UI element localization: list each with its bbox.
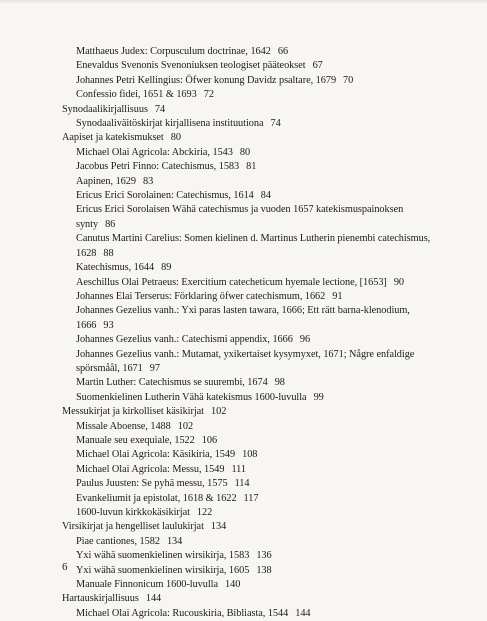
toc-entry-title: Johannes Petri Kellingius: Öfwer konung Davidz psaltare, 1679 <box>76 74 337 86</box>
toc-entry <box>62 564 462 578</box>
toc-entry <box>62 203 462 232</box>
table-of-contents <box>62 45 462 621</box>
toc-entry-title-continuation: synty <box>76 218 99 230</box>
toc-entry-title-continued <box>76 218 462 232</box>
toc-section-heading <box>62 103 462 117</box>
toc-entry-page-number: 93 <box>103 319 114 331</box>
page-number: 6 <box>62 561 68 573</box>
toc-entry <box>62 578 462 592</box>
toc-entry-title: Matthaeus Judex: Corpusculum doctrinae, 1642 <box>76 46 271 57</box>
toc-entry-title-continuation: spörsmåål, 1671 <box>76 362 143 374</box>
toc-entry <box>62 175 462 189</box>
toc-entry-page-number: 102 <box>211 406 227 418</box>
page-edge-shadow <box>0 0 487 4</box>
toc-entry <box>62 506 462 520</box>
toc-entry-page-number: 67 <box>312 60 323 72</box>
toc-entry-page-number: 88 <box>103 247 114 259</box>
toc-entry <box>62 607 462 621</box>
toc-entry-title: Aeschillus Olai Petraeus: Exercitium catecheticum hyemale lectione, [1653] <box>76 276 387 288</box>
toc-entry-page-number: 98 <box>274 377 285 389</box>
toc-entry <box>62 117 462 131</box>
toc-entry-page-number: 72 <box>203 89 214 101</box>
toc-entry-page-number: 144 <box>295 607 311 619</box>
toc-entry-page-number: 81 <box>246 161 257 173</box>
toc-entry-title: Michael Olai Agricola: Rucouskiria, Bibliasta, 1544 <box>76 607 289 619</box>
toc-entry-title: Katechismus, 1644 <box>76 262 155 274</box>
toc-entry-page-number: 144 <box>145 593 162 605</box>
toc-entry <box>62 189 462 203</box>
toc-entry-page-number: 134 <box>210 521 227 533</box>
toc-entry-title: 1600-luvun kirkkokäsikirjat <box>76 507 190 518</box>
toc-entry <box>62 463 462 477</box>
toc-entry-title: Canutus Martini Carelius: Somen kielinen d. Martinus Lutherin pienembi catechismus, <box>76 233 431 245</box>
toc-entry-title: Johannes Elai Terserus: Förklaring öfwer catechismum, 1662 <box>76 290 326 302</box>
toc-entry-page-number: 140 <box>225 579 241 591</box>
toc-entry-page-number: 136 <box>256 550 272 562</box>
toc-entry-page-number: 91 <box>332 290 343 302</box>
toc-entry-title: Synodaalikirjallisuus <box>62 103 148 115</box>
toc-entry <box>62 477 462 491</box>
toc-entry-title: Michael Olai Agricola: Käsikiria, 1549 <box>76 449 236 461</box>
toc-entry-page-number: 106 <box>201 434 218 446</box>
toc-section-heading <box>62 131 462 145</box>
toc-entry-page-number: 90 <box>393 276 405 288</box>
toc-entry-page-number: 122 <box>196 507 213 518</box>
toc-entry-title: Johannes Gezelius vanh.: Yxi paras lasten tawara, 1666; Ett rätt barna-klenodium, <box>76 305 410 317</box>
toc-entry-title: Ericus Erici Sorolaisen Wähä catechismus ja vuoden 1657 katekismuspainoksen <box>76 204 404 216</box>
toc-entry-page-number: 114 <box>234 478 250 490</box>
toc-entry <box>62 160 462 174</box>
toc-entry-page-number: 86 <box>105 218 116 230</box>
toc-section-heading <box>62 520 462 534</box>
toc-entry <box>62 74 462 88</box>
toc-entry-title: Hartauskirjallisuus <box>62 593 139 605</box>
toc-entry-title: Ericus Erici Sorolainen: Catechismus, 1614 <box>76 190 254 202</box>
toc-entry <box>62 261 462 275</box>
toc-entry <box>62 333 462 347</box>
toc-entry-page-number: 83 <box>142 175 154 187</box>
toc-entry <box>62 146 462 160</box>
toc-entry <box>62 535 462 549</box>
toc-entry-page-number: 70 <box>343 74 354 86</box>
toc-entry <box>62 448 462 462</box>
toc-entry-title: Aapinen, 1629 <box>76 175 136 187</box>
toc-entry <box>62 88 462 102</box>
toc-entry-title: Manuale Finnonicum 1600-luvulla <box>76 579 219 591</box>
toc-entry <box>62 59 462 73</box>
toc-entry-page-number: 80 <box>239 146 251 158</box>
toc-entry <box>62 348 462 377</box>
toc-entry-page-number: 80 <box>170 132 181 144</box>
toc-entry <box>62 276 462 290</box>
toc-entry-title: Suomenkielinen Lutherin Vähä katekismus 1600-luvulla <box>76 391 307 403</box>
toc-entry-page-number: 66 <box>277 46 289 57</box>
toc-entry-title-continued <box>76 319 462 333</box>
toc-section-heading <box>62 592 462 606</box>
toc-entry-page-number: 89 <box>161 262 172 274</box>
toc-entry-title: Paulus Juusten: Se pyhä messu, 1575 <box>76 478 228 490</box>
toc-entry-title: Yxi wähä suomenkielinen wirsikirja, 1605 <box>76 564 250 576</box>
toc-entry <box>62 434 462 448</box>
toc-section-heading <box>62 405 462 419</box>
toc-entry-page-number: 74 <box>270 118 281 130</box>
toc-entry-title-continued <box>76 362 462 376</box>
toc-entry-title: Synodaaliväitöskirjat kirjallisena instituutiona <box>76 118 264 130</box>
toc-entry-page-number: 117 <box>243 492 259 504</box>
toc-entry-page-number: 99 <box>313 391 324 403</box>
toc-entry-page-number: 108 <box>242 449 258 461</box>
toc-entry-page-number: 97 <box>149 362 160 374</box>
toc-entry <box>62 290 462 304</box>
toc-entry <box>62 232 462 261</box>
toc-entry-title: Martin Luther: Catechismus se suurembi, 1674 <box>76 377 268 389</box>
toc-entry <box>62 304 462 333</box>
toc-entry-title: Piae cantiones, 1582 <box>76 535 160 547</box>
toc-entry-title-continuation: 1666 <box>76 319 97 331</box>
toc-entry-title: Michael Olai Agricola: Messu, 1549 <box>76 463 225 475</box>
toc-entry-title: Aapiset ja katekismukset <box>62 132 164 144</box>
toc-entry-title: Missale Aboense, 1488 <box>76 420 171 432</box>
toc-entry <box>62 492 462 506</box>
toc-entry-page-number: 84 <box>260 190 271 202</box>
toc-entry-title: Virsikirjat ja hengelliset laulukirjat <box>62 521 204 533</box>
toc-entry-title: Enevaldus Svenonis Svenoniuksen teologiset pääteokset <box>76 60 306 72</box>
toc-entry <box>62 376 462 390</box>
toc-entry-page-number: 134 <box>166 535 183 547</box>
toc-entry-title: Evankeliumit ja epistolat, 1618 & 1622 <box>76 492 237 504</box>
toc-entry-title: Manuale seu exequiale, 1522 <box>76 434 195 446</box>
toc-entry-page-number: 96 <box>299 334 311 346</box>
toc-entry-page-number: 74 <box>154 103 166 115</box>
toc-entry-page-number: 102 <box>177 420 194 432</box>
toc-entry-page-number: 111 <box>231 463 246 475</box>
toc-entry <box>62 45 462 59</box>
toc-entry-title: Johannes Gezelius vanh.: Catechismi appendix, 1666 <box>76 334 293 346</box>
toc-entry-page-number: 138 <box>256 564 272 576</box>
toc-entry <box>62 549 462 563</box>
toc-entry <box>62 420 462 434</box>
toc-entry-title: Yxi wähä suomenkielinen wirsikirja, 1583 <box>76 550 250 562</box>
toc-entry-title: Confessio fidei, 1651 & 1693 <box>76 89 197 101</box>
toc-entry-title-continuation: 1628 <box>76 247 97 259</box>
toc-entry-title: Messukirjat ja kirkolliset käsikirjat <box>62 406 204 418</box>
toc-entry-title: Jacobus Petri Finno: Catechismus, 1583 <box>76 161 240 173</box>
toc-entry <box>62 391 462 405</box>
toc-entry-title-continued <box>76 247 462 261</box>
toc-entry-title: Johannes Gezelius vanh.: Mutamat, yxikertaiset kysymyxet, 1671; Någre enfaldige <box>76 348 415 360</box>
toc-entry-title: Michael Olai Agricola: Abckiria, 1543 <box>76 146 233 158</box>
